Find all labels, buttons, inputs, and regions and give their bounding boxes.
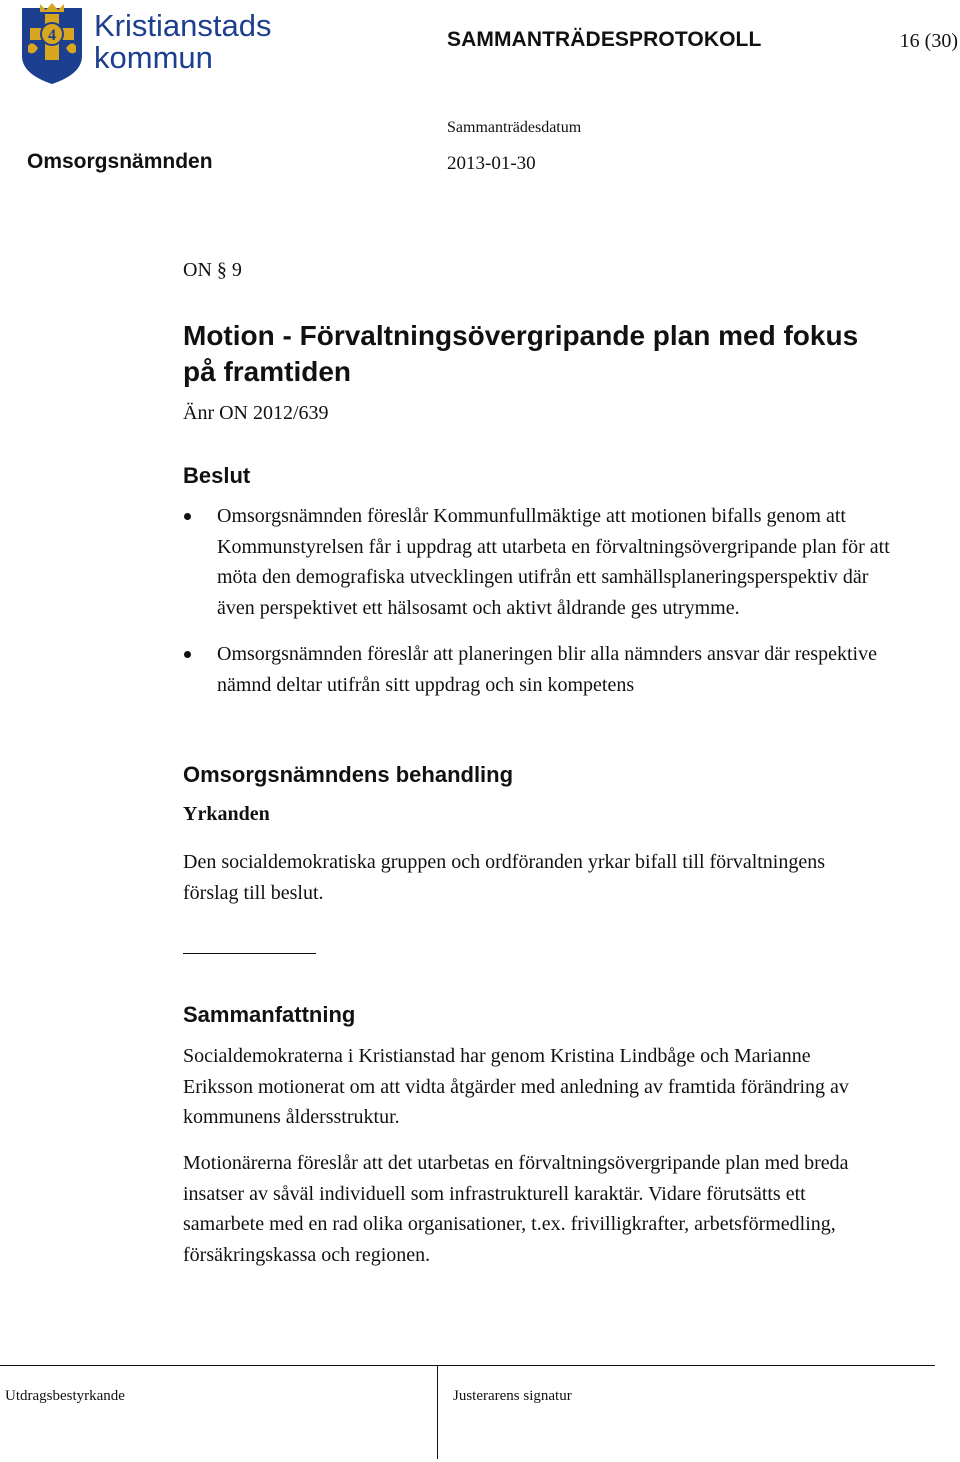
signature-label: Justerarens signatur (453, 1388, 572, 1404)
page-number: 16 (30) (899, 30, 958, 52)
decision-heading: Beslut (183, 463, 251, 488)
logo-text-line1: Kristianstads (94, 8, 272, 43)
meeting-date: 2013-01-30 (447, 153, 536, 174)
logo-text-line2: kommun (94, 40, 213, 75)
bullet-icon (184, 651, 191, 658)
footer-divider (437, 1365, 438, 1459)
decision-list (183, 501, 903, 717)
list-item-text: Omsorgsnämnden föreslår Kommunfullmäktige att motionen bifalls genom att Kommunstyrelsen får i uppdrag att utarbeta en förvaltningsövergripande plan för att möta den demografiska utvecklingen utifrån ett samhällsplaneringsperspektiv där även perspektivet ett hälsosamt och aktivt åldrande ges utrymme. (217, 505, 890, 619)
separator-line (183, 953, 316, 954)
case-number: Änr ON 2012/639 (183, 402, 329, 424)
list-item (183, 501, 903, 623)
summary-heading: Sammanfattning (183, 1002, 356, 1027)
treatment-heading: Omsorgsnämndens behandling (183, 762, 514, 787)
motions-subheading: Yrkanden (183, 803, 270, 825)
page-title: Motion - Förvaltningsövergripande plan med fokus på framtiden (183, 320, 859, 387)
document-type: SAMMANTRÄDESPROTOKOLL (447, 28, 762, 51)
list-item (183, 639, 903, 700)
footer-rule (437, 1365, 935, 1366)
summary-paragraph: Motionärerna föreslår att det utarbetas en förvaltningsövergripande plan med breda insatser av såväl individuell som infrastrukturell karaktär. Vidare förutsätts ett samarbete med en rad olika organisationer, t.ex. frivilligkrafter, arbetsförmedling, försäkringskassa och regionen. (183, 1152, 849, 1267)
motions-text: Den socialdemokratiska gruppen och ordföranden yrkar bifall till förvaltningens förslag till beslut. (183, 851, 826, 904)
section-id: ON § 9 (183, 259, 242, 281)
svg-text:4: 4 (48, 27, 56, 44)
list-item-text: Omsorgsnämnden föreslår att planeringen blir alla nämnders ansvar där respektive nämnd deltar utifrån sitt uppdrag och sin kompetens (217, 643, 877, 696)
certification-label: Utdragsbestyrkande (5, 1388, 125, 1404)
summary-paragraph: Socialdemokraterna i Kristianstad har genom Kristina Lindbåge och Marianne Eriksson motionerat om att vidta åtgärder med anledning av framtida förändring av kommunens åldersstruktur. (183, 1045, 849, 1129)
municipality-logo (20, 2, 296, 86)
bullet-icon (184, 513, 191, 520)
meeting-date-label: Sammanträdesdatum (447, 119, 582, 136)
kristianstad-coat-of-arms-icon (22, 3, 82, 84)
committee-name: Omsorgsnämnden (27, 150, 213, 173)
footer-rule (0, 1365, 437, 1366)
